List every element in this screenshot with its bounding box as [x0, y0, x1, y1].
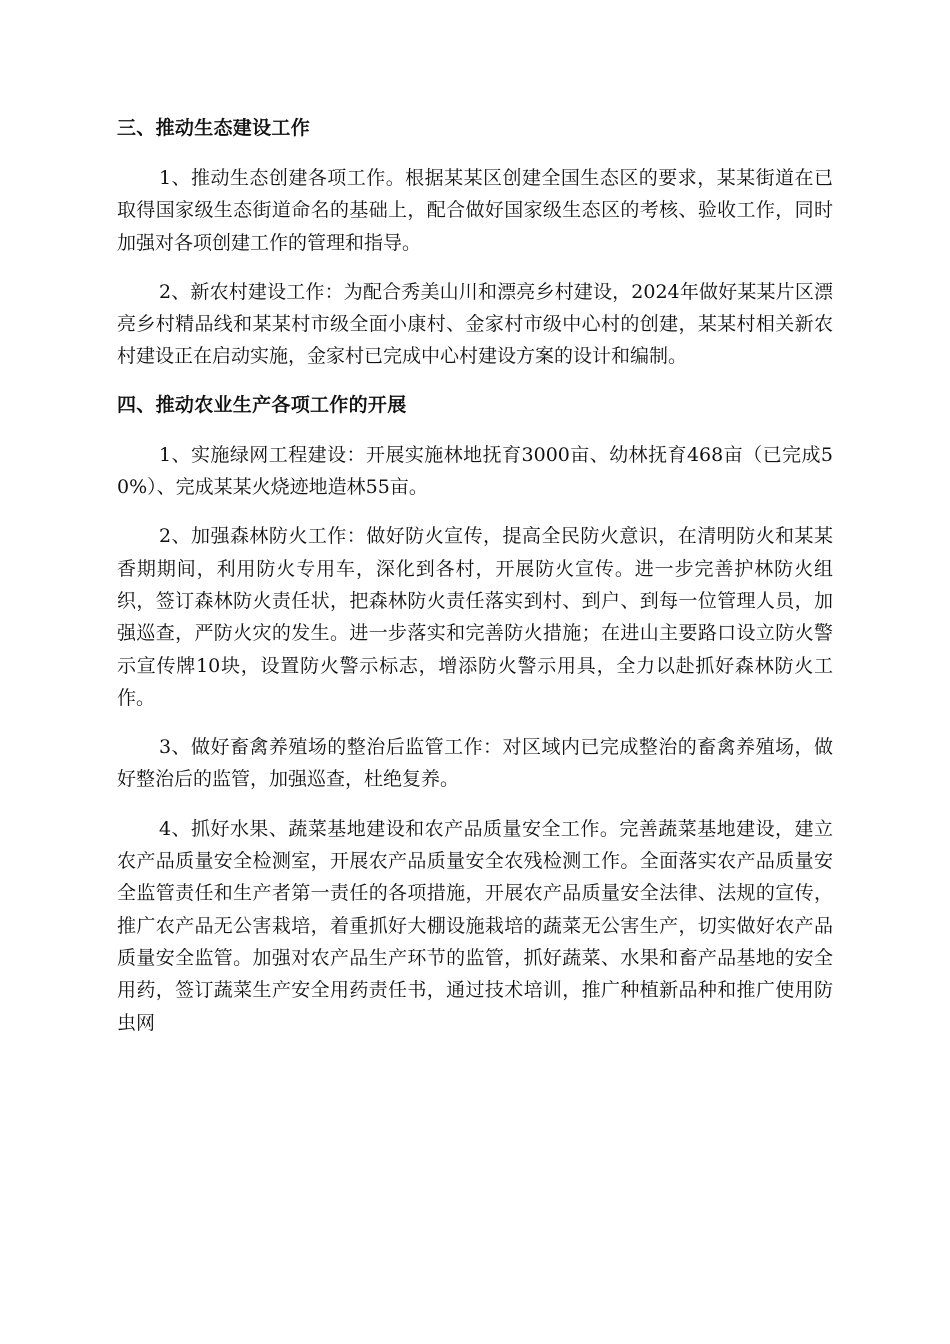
section-heading-ecology: 三、推动生态建设工作	[117, 117, 311, 139]
paragraph-forest-fire: 2、加强森林防火工作：做好防火宣传，提高全民防火意识，在清明防火和某某香期期间，利用防火专用车，深化到各村，开展防火宣传。进一步完善护林防火组织，签订森林防火责任状，把森林防火责任落实到村、到户、到每一位管理人员，加强巡查，严防火灾的发生。进一步落实和完善防火措施；在进山主要路口设立防火警示宣传牌10块，设置防火警示标志，增添防火警示用具，全力以赴抓好森林防火工作。	[117, 525, 833, 709]
document-page	[117, 112, 833, 1039]
section-heading-agriculture: 四、推动农业生产各项工作的开展	[117, 393, 407, 416]
paragraph-produce-safety: 4、抓好水果、蔬菜基地建设和农产品质量安全工作。完善蔬菜基地建设，建立农产品质量安全检测室，开展农产品质量安全农残检测工作。全面落实农产品质量安全监管责任和生产者第一责任的各项措施，开展农产品质量安全法律、法规的宣传，推广农产品无公害栽培，着重抓好大棚设施栽培的蔬菜无公害生产，切实做好农产品质量安全监管。加强对农产品生产环节的监管，抓好蔬菜、水果和畜产品基地的安全用药，签订蔬菜生产安全用药责任书，通过技术培训，推广种植新品种和推广使用防虫网	[117, 817, 833, 1034]
paragraph-new-village: 2、新农村建设工作：为配合秀美山川和漂亮乡村建设，2024年做好某某片区漂亮乡村精品线和某某村市级全面小康村、金家村市级中心村的创建，某某村相关新农村建设正在启动实施，金家村已完成中心村建设方案的设计和编制。	[117, 280, 833, 368]
paragraph-green-network: 1、实施绿网工程建设：开展实施林地抚育3000亩、幼林抚育468亩（已完成50%）、完成某某火烧迹地造林55亩。	[117, 443, 833, 499]
paragraph-livestock: 3、做好畜禽养殖场的整治后监管工作：对区域内已完成整治的畜禽养殖场，做好整治后的监管，加强巡查，杜绝复养。	[117, 736, 833, 791]
paragraph-ecology-creation: 1、推动生态创建各项工作。根据某某区创建全国生态区的要求，某某街道在已取得国家级生态街道命名的基础上，配合做好国家级生态区的考核、验收工作，同时加强对各项创建工作的管理和指导。	[117, 167, 833, 254]
